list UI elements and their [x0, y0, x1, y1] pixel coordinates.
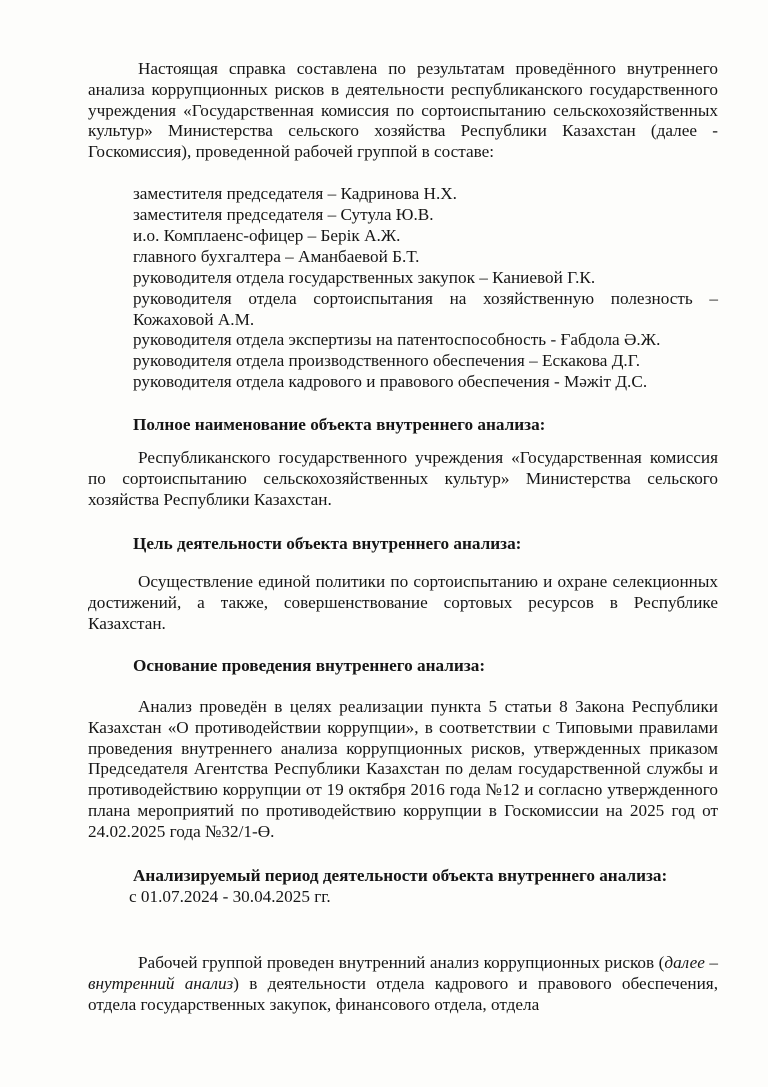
member-item: руководителя отдела экспертизы на патентоспособность - Ғабдола Ә.Ж. — [133, 330, 661, 349]
member-item: и.о. Комплаенс-офицер – Берік А.Ж. — [133, 226, 401, 245]
basis-heading: Основание проведения внутреннего анализа: — [133, 656, 486, 675]
member-item: руководителя отдела государственных закупок – Каниевой Г.К. — [133, 268, 596, 287]
member-item: руководителя отдела производственного обеспечения – Ескакова Д.Г. — [133, 351, 641, 370]
closing-text-italic: далее – внутренний анализ — [88, 953, 718, 993]
period-text: с 01.07.2024 - 30.04.2025 гг. — [129, 887, 331, 906]
member-item: главного бухгалтера – Аманбаевой Б.Т. — [133, 247, 420, 266]
purpose-text: Осуществление единой политики по сортоиспытанию и охране селекционных достижений, а также, совершенствование сортовых ресурсов в Республике Казахстан. — [88, 572, 718, 633]
object-name-text: Республиканского государственного учреждения «Государственная комиссия по сортоиспытанию сельскохозяйственных культур» Министерства сельского хозяйства Республики Казахстан. — [88, 448, 718, 509]
closing-text-end: ) в деятельности отдела кадрового и правового обеспечения, отдела государственных закупок, финансового отдела, отдела — [88, 973, 718, 1014]
intro-paragraph: Настоящая справка составлена по результатам проведённого внутреннего анализа коррупционных рисков в деятельности республиканского государственного учреждения «Государственная комиссия по сортоиспытанию сельскохозяйственных культур» Министерства сельского хозяйства Республики Казахстан (далее - Госкомиссия), проведенной рабочей группой в составе: — [88, 59, 718, 162]
object-name-heading: Полное наименование объекта внутреннего анализа: — [133, 415, 546, 434]
member-item: руководителя отдела кадрового и правового обеспечения - Мәжіт Д.С. — [133, 372, 648, 391]
member-item: заместителя председателя – Кадринова Н.Х. — [133, 184, 457, 203]
closing-text-start: Рабочей группой проведен внутренний анализ коррупционных рисков ( — [138, 953, 665, 972]
period-heading: Анализируемый период деятельности объекта внутреннего анализа: — [133, 866, 668, 885]
basis-text: Анализ проведён в целях реализации пункта 5 статьи 8 Закона Республики Казахстан «О противодействии коррупции», в соответствии с Типовыми правилами проведения внутреннего анализа коррупционных рисков, утвержденных приказом Председателя Агентства Республики Казахстан по делам государственной службы и противодействию коррупции от 19 октября 2016 года №12 и согласно утвержденного плана мероприятий по противодействию коррупции в Госкомиссии на 2025 год от 24.02.2025 года №32/1-Ө. — [88, 697, 718, 841]
purpose-heading: Цель деятельности объекта внутреннего анализа: — [133, 534, 522, 553]
member-item: руководителя отдела сортоиспытания на хозяйственную полезность – Кожаховой А.М. — [133, 289, 718, 329]
closing-paragraph — [88, 953, 718, 1015]
member-item: заместителя председателя – Сутула Ю.В. — [133, 205, 434, 224]
